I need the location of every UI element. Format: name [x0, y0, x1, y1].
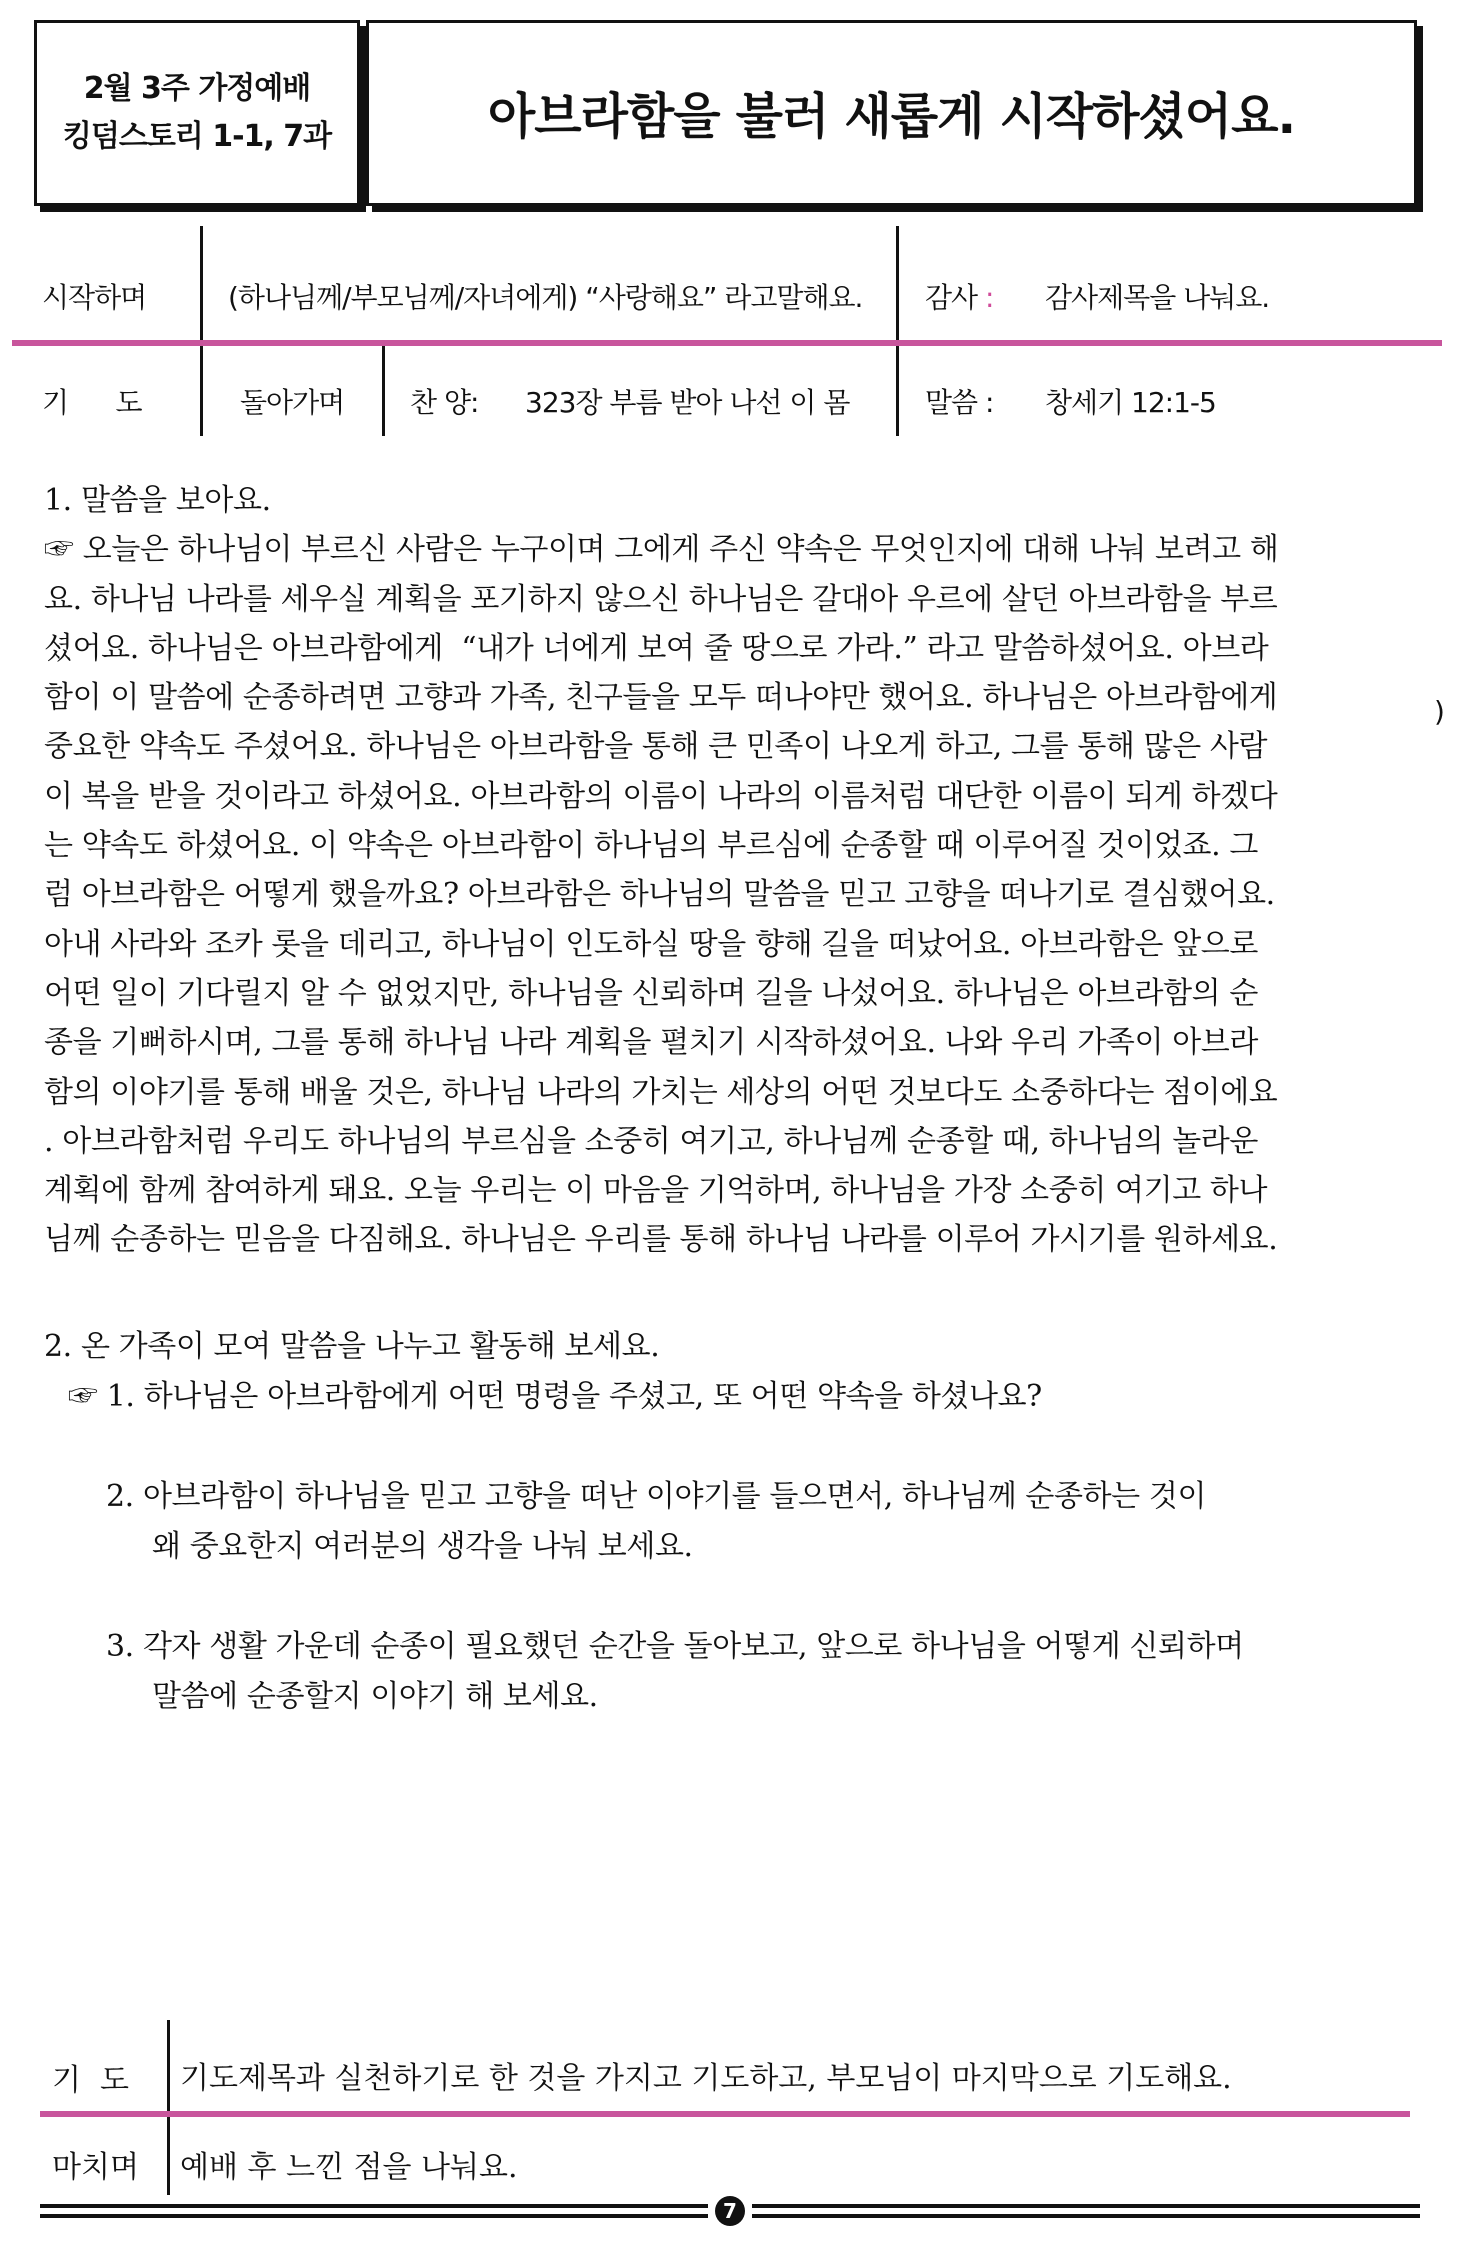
table-divider: [167, 2020, 170, 2112]
section-2-heading: 2. 온 가족이 모여 말씀을 나누고 활동해 보세요.: [44, 1329, 660, 1364]
title-box: [366, 20, 1417, 206]
paragraph-line: ☞ 오늘은 하나님이 부르신 사람은 누구이며 그에게 주신 약속은 무엇인지에 대해 나눠 보려고 해: [44, 532, 1279, 568]
prayer-text: 돌아가며: [240, 386, 345, 419]
footer-rule: [752, 2204, 1420, 2208]
question-2-line-2: 왜 중요한지 여러분의 생각을 나눠 보세요.: [152, 1529, 693, 1564]
lesson-reference: 킹덤스토리 1-1, 7과: [62, 119, 332, 154]
paragraph-line: 중요한 약속도 주셨어요. 하나님은 아브라함을 통해 큰 민족이 나오게 하고, 그를 통해 많은 사람: [44, 729, 1268, 765]
paragraph-line: 함이 이 말씀에 순종하려면 고향과 가족, 친구들을 모두 떠나야만 했어요. 하나님은 아브라함에게: [44, 680, 1278, 716]
prayer-label: 기 도: [42, 386, 142, 419]
question-1: ☞ 1. 하나님은 아브라함에게 어떤 명령을 주셨고, 또 어떤 약속을 하셨나요?: [68, 1379, 1042, 1414]
page-title: 아브라함을 불러 새롭게 시작하셨어요.: [487, 88, 1296, 145]
table-divider: [200, 226, 203, 341]
worship-week: 2월 3주 가정예배: [83, 71, 311, 106]
question-2-line-1: 2. 아브라함이 하나님을 믿고 고향을 떠난 이야기를 들으면서, 하나님께 순종하는 것이: [106, 1479, 1207, 1514]
paragraph-line: 함의 이야기를 통해 배울 것은, 하나님 나라의 가치는 세상의 어떤 것보다도 소중하다는 점이에요: [44, 1074, 1278, 1110]
margin-mark: ): [1434, 695, 1444, 728]
paragraph-line: . 아브라함처럼 우리도 하나님의 부르심을 소중히 여기고, 하나님께 순종할 때, 하나님의 놀라운: [44, 1123, 1258, 1159]
closing-label: 마치며: [52, 2150, 139, 2185]
word-label: 말씀 :: [925, 386, 994, 419]
paragraph-line: 이 복을 받을 것이라고 하셨어요. 아브라함의 이름이 나라의 이름처럼 대단한 이름이 되게 하겠다: [44, 778, 1278, 814]
thanks-colon: :: [985, 281, 994, 314]
question-3-line-2: 말씀에 순종할지 이야기 해 보세요.: [152, 1679, 598, 1714]
start-label: 시작하며: [42, 281, 147, 314]
table-divider: [896, 226, 899, 341]
paragraph-line: 아내 사라와 조카 롯을 데리고, 하나님이 인도하실 땅을 향해 길을 떠났어요. 아브라함은 앞으로: [44, 926, 1258, 962]
table-divider: [167, 2117, 170, 2195]
row-divider: [40, 2111, 1410, 2117]
table-divider: [896, 346, 899, 436]
question-3-line-1: 3. 각자 생활 가운데 순종이 필요했던 순간을 돌아보고, 앞으로 하나님을 어떻게 신뢰하며: [106, 1629, 1244, 1664]
footer-rule: [40, 2204, 708, 2208]
section-1: [44, 476, 1434, 1265]
page-number: 7: [715, 2196, 745, 2226]
footer-rule: [752, 2214, 1420, 2218]
paragraph-line: 어떤 일이 기다릴지 알 수 없었지만, 하나님을 신뢰하며 길을 나섰어요. 하나님은 아브라함의 순: [44, 975, 1258, 1011]
paragraph-line: 님께 순종하는 믿음을 다짐해요. 하나님은 우리를 통해 하나님 나라를 이루어 가시기를 원하세요.: [44, 1222, 1278, 1258]
closing-prayer-text: 기도제목과 실천하기로 한 것을 가지고 기도하고, 부모님이 마지막으로 기도해요.: [180, 2061, 1232, 2096]
word-text: 창세기 12:1-5: [1045, 386, 1216, 419]
worship-info-box: [34, 20, 360, 206]
start-text: (하나님께/부모님께/자녀에게) “사랑해요” 라고말해요.: [228, 281, 863, 314]
footer-rule: [40, 2214, 708, 2218]
hymn-label: 찬 양:: [410, 386, 479, 419]
closing-prayer-label: 기 도: [52, 2063, 130, 2098]
thanks-text: 감사제목을 나눠요.: [1045, 281, 1270, 314]
paragraph-line: 는 약속도 하셨어요. 이 약속은 아브라함이 하나님의 부르심에 순종할 때 이루어질 것이었죠. 그: [44, 828, 1258, 864]
section-1-heading: 1. 말씀을 보아요.: [44, 483, 271, 518]
paragraph-line: 요. 하나님 나라를 세우실 계획을 포기하지 않으신 하나님은 갈대아 우르에 살던 아브라함을 부르: [44, 581, 1278, 617]
thanks-label-group: [925, 276, 993, 316]
table-divider: [382, 346, 385, 436]
closing-text: 예배 후 느낀 점을 나눠요.: [180, 2150, 518, 2185]
paragraph-line: 럼 아브라함은 어떻게 했을까요? 아브라함은 하나님의 말씀을 믿고 고향을 떠나기로 결심했어요.: [44, 877, 1275, 913]
table-divider: [200, 346, 203, 436]
row-divider: [12, 340, 1442, 346]
thanks-label: 감사: [925, 281, 978, 314]
paragraph-line: 계획에 함께 참여하게 돼요. 오늘 우리는 이 마음을 기억하며, 하나님을 가장 소중히 여기고 하나: [44, 1173, 1268, 1209]
paragraph-line: 종을 기뻐하시며, 그를 통해 하나님 나라 계획을 펼치기 시작하셨어요. 나와 우리 가족이 아브라: [44, 1025, 1258, 1061]
hymn-text: 323장 부름 받아 나선 이 몸: [525, 386, 850, 419]
paragraph-line: 셨어요. 하나님은 아브라함에게 “내가 너에게 보여 줄 땅으로 가라.” 라고 말씀하셨어요. 아브라: [44, 630, 1269, 666]
